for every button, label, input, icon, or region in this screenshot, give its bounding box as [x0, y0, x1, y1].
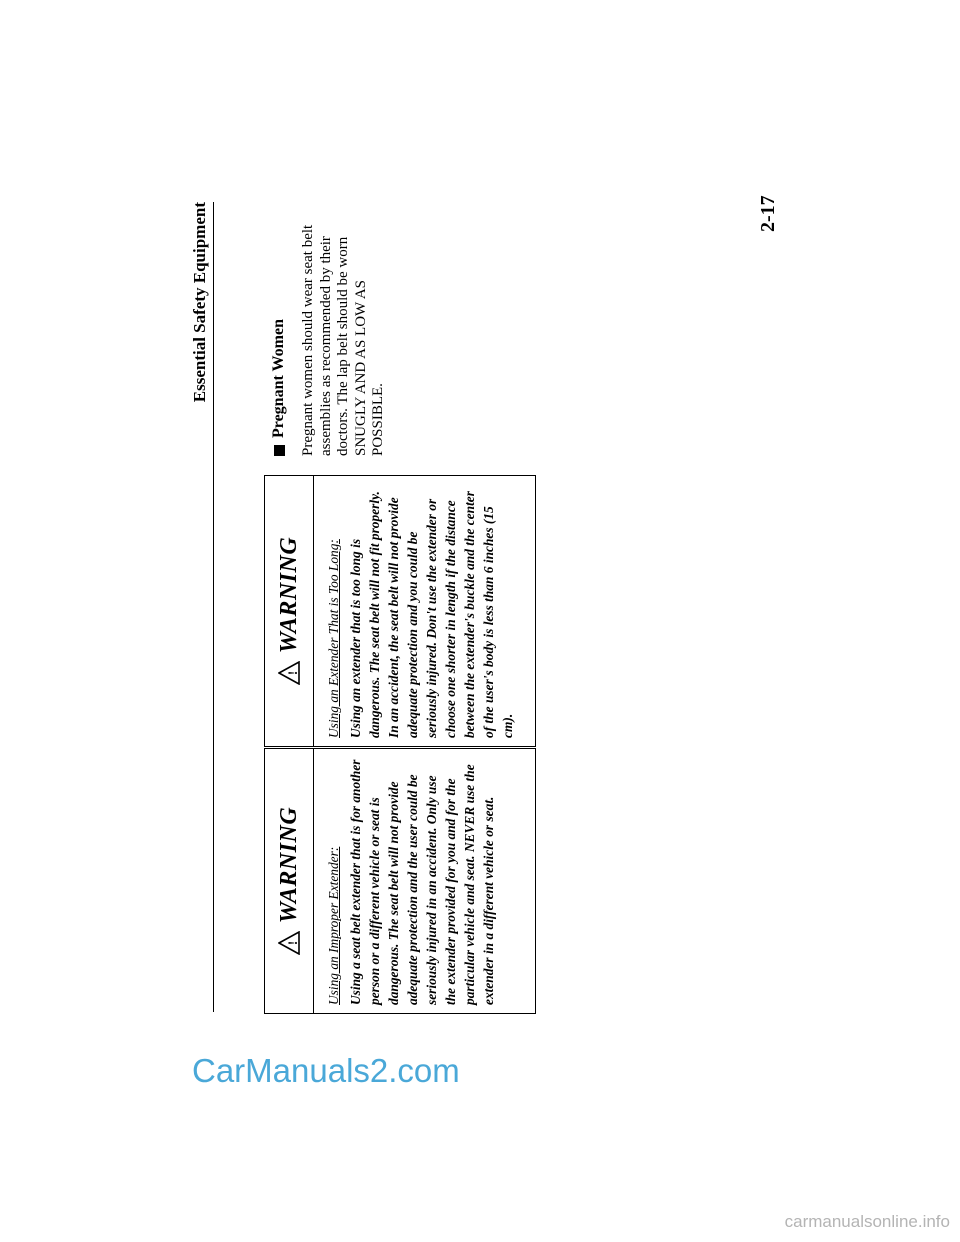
warning-subtitle: Using an Extender That is Too Long:: [326, 539, 341, 738]
page-number: 2-17: [757, 195, 779, 232]
warning-header: [265, 476, 314, 746]
section-body: Pregnant women should wear seat belt assemblies as recommended by their doctors. The lap belt should be worn SNUGLY AND AS LOW AS POSSIBLE.: [300, 224, 386, 456]
square-bullet-icon: [274, 445, 285, 456]
watermark-logo[interactable]: CarManuals2.com: [192, 1052, 460, 1089]
pregnant-women-section: [270, 206, 388, 456]
section-title: Essential Safety Equipment: [190, 202, 209, 403]
section-heading: [270, 206, 288, 456]
svg-text:!: !: [285, 941, 300, 946]
page-header: [188, 202, 214, 1012]
svg-text:!: !: [285, 671, 300, 676]
warning-subtitle: Using an Improper Extender:: [326, 846, 341, 1005]
warning-box-improper-extender: [264, 748, 536, 1014]
warning-box-long-extender: [264, 475, 536, 747]
section-heading-text: Pregnant Women: [270, 319, 287, 438]
footer-watermark[interactable]: carmanualsonline.info: [784, 1212, 950, 1231]
warning-text: Using an extender that is too long is dangerous. The seat belt will not fit properly. In an accident, the seat belt will not provide adequate protection and you could be seriously injured. Don't use the extender or choose one shorter in length if the distance between the extender's buckle and the center of the user's body is less than 6 inches (15 cm).: [348, 491, 515, 738]
warning-text: Using a seat belt extender that is for another person or a different vehicle or seat is dangerous. The seat belt will not provide adequate protection and the user could be seriously injured in an accident. Only use the extender provided for you and for the particular vehicle and seat. NEVER use the extender in a different vehicle or seat.: [348, 759, 496, 1005]
warning-title: WARNING: [275, 536, 302, 654]
warning-title: WARNING: [275, 806, 302, 924]
warning-triangle-icon: [278, 931, 300, 955]
warning-body: [314, 476, 517, 746]
warning-header: [265, 749, 314, 1013]
warning-triangle-icon: [278, 661, 300, 685]
warning-body: [314, 749, 498, 1013]
